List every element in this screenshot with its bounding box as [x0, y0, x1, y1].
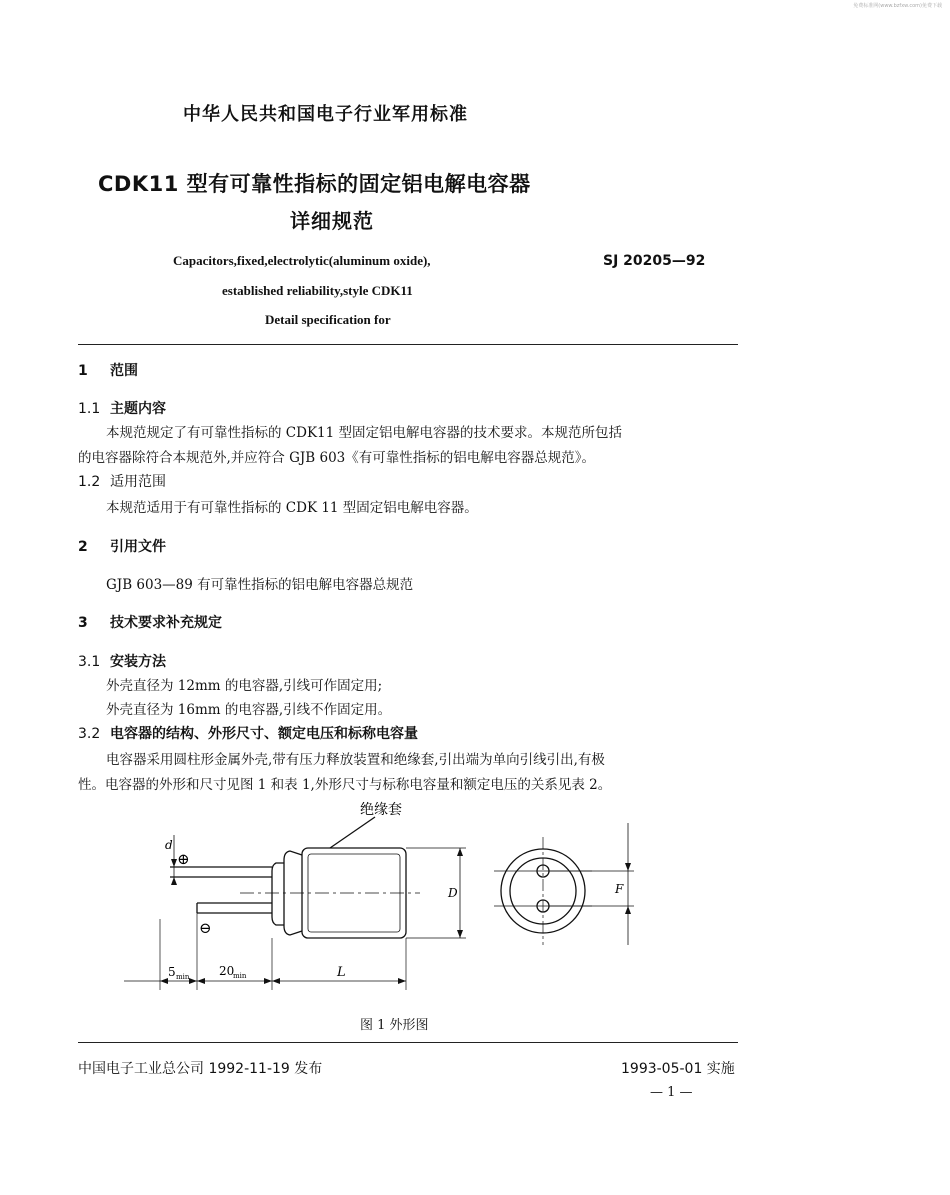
section-title: 技术要求补充规定 — [110, 615, 222, 631]
english-title-line2: established reliability,style CDK11 — [222, 283, 413, 298]
section-number: 1.1 — [78, 401, 101, 417]
english-title-line3: Detail specification for — [265, 312, 391, 327]
paragraph-line: 本规范适用于有可靠性指标的 CDK 11 型固定铝电解电容器。 — [106, 500, 478, 516]
section-number: 1 — [78, 363, 88, 379]
section-title: 电容器的结构、外形尺寸、额定电压和标称电容量 — [110, 726, 418, 742]
sleeve-leader-line — [330, 817, 375, 848]
reference-document: GJB 603—89 有可靠性指标的铝电解电容器总规范 — [106, 577, 414, 593]
publisher-line: 中国电子工业总公司 1992-11-19 发布 — [78, 1061, 323, 1077]
section-number: 1.2 — [78, 474, 101, 490]
section-number: 2 — [78, 539, 88, 555]
implementation-date: 1993-05-01 实施 — [621, 1061, 735, 1077]
positive-symbol: ⊕ — [177, 850, 190, 868]
section-title: 引用文件 — [110, 539, 166, 555]
paragraph-line: 本规范规定了有可靠性指标的 CDK11 型固定铝电解电容器的技术要求。本规范所包括 — [106, 425, 622, 441]
section-3-1-heading — [78, 651, 166, 671]
document-title-line2: 详细规范 — [290, 209, 374, 233]
arrow-20-right — [264, 978, 272, 984]
paragraph-line: 电容器采用圆柱形金属外壳,带有压力释放装置和绝缘套,引出端为单向引线引出,有极 — [106, 752, 605, 768]
section-number: 3.2 — [78, 726, 101, 742]
figure-caption: 图 1 外形图 — [360, 1018, 429, 1033]
arrow-20-left — [197, 978, 205, 984]
page-number: — 1 — — [650, 1085, 693, 1100]
footer-divider — [78, 1042, 738, 1043]
section-2-heading — [78, 536, 166, 556]
section-number: 3 — [78, 615, 88, 631]
section-1-1-heading — [78, 398, 166, 418]
document-title-line1: CDK11 型有可靠性指标的固定铝电解电容器 — [98, 172, 531, 196]
standard-org-title: 中华人民共和国电子行业军用标准 — [183, 104, 468, 125]
dimension-20: 20 — [219, 964, 235, 978]
F-arrow-bottom — [625, 906, 631, 914]
dimension-5: 5 — [168, 965, 176, 979]
paragraph-line: 性。电容器的外形和尺寸见图 1 和表 1,外形尺寸与标称电容量和额定电压的关系见表 2。 — [78, 777, 612, 793]
header-divider — [78, 344, 738, 345]
section-1-2-heading — [78, 471, 166, 491]
dimension-5-sub: min — [176, 973, 190, 981]
section-title: 范围 — [110, 363, 138, 379]
section-title: 安装方法 — [110, 654, 166, 670]
corner-watermark: 免费标准网(www.bzfxw.com)免费下载 — [853, 3, 942, 9]
paragraph-line: 外壳直径为 16mm 的电容器,引线不作固定用。 — [106, 702, 392, 718]
paragraph-line: 外壳直径为 12mm 的电容器,引线可作固定用; — [106, 678, 383, 694]
dimension-20-sub: min — [233, 972, 247, 980]
arrow-L-left — [272, 978, 280, 984]
section-title: 主题内容 — [110, 401, 166, 417]
arrow-5-right — [189, 978, 197, 984]
figure-capacitor-outline — [0, 795, 950, 1010]
sleeve-label: 绝缘套 — [360, 802, 402, 818]
D-arrow-top — [457, 848, 463, 856]
F-arrow-top — [625, 863, 631, 871]
section-3-2-heading — [78, 723, 418, 743]
english-title-line1: Capacitors,fixed,electrolytic(aluminum oxide), — [173, 253, 431, 268]
dimension-label-D: D — [448, 886, 458, 900]
section-title: 适用范围 — [110, 474, 166, 490]
paragraph-line: 的电容器除符合本规范外,并应符合 GJB 603《有可靠性指标的铝电解电容器总规范》。 — [78, 450, 596, 466]
d-arrow-bottom — [171, 877, 177, 885]
capacitor-rubber-seal — [272, 863, 284, 925]
standard-code: SJ 20205—92 — [603, 253, 706, 269]
dimension-label-d: d — [165, 838, 173, 852]
dimension-label-L: L — [337, 965, 346, 980]
arrow-L-right — [398, 978, 406, 984]
dimension-label-F: F — [615, 882, 624, 896]
arrow-5-left — [160, 978, 168, 984]
D-arrow-bottom — [457, 930, 463, 938]
section-number: 3.1 — [78, 654, 101, 670]
negative-symbol: ⊖ — [199, 919, 212, 937]
section-3-heading — [78, 612, 222, 632]
section-1-heading — [78, 360, 138, 380]
